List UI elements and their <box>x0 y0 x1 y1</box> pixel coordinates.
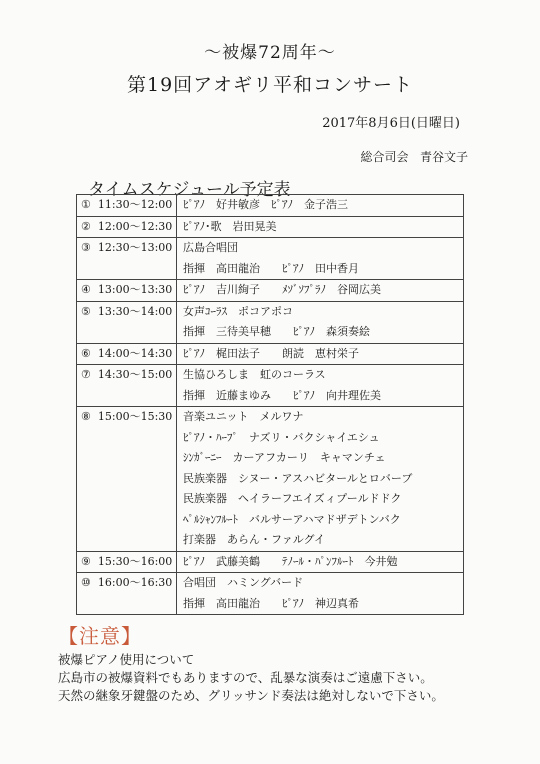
mc-name: 青谷文子 <box>419 150 468 164</box>
schedule-number: ⑦ <box>81 368 91 381</box>
schedule-row <box>77 195 464 217</box>
schedule-time: 16:00～16:30 <box>97 576 173 589</box>
schedule-row <box>77 573 464 615</box>
schedule-time-cell <box>77 551 177 573</box>
schedule-time-cell <box>77 280 177 302</box>
performer-line: 民族楽器 ヘイラーフエイズィプールドドク <box>183 492 402 505</box>
schedule-time-cell <box>77 238 177 280</box>
performer-line: ﾋﾟｱﾉ 武藤美鶴 ﾃﾉｰﾙ・ﾊﾟﾝﾌﾙｰﾄ 今井勉 <box>183 554 398 568</box>
schedule-time: 15:30～16:00 <box>97 554 173 568</box>
schedule-number: ④ <box>81 283 91 296</box>
performer-line: 合唱団 ハミングバード <box>183 576 304 589</box>
performer-line: 指揮 高田龍治 ﾋﾟｱﾉ 神辺真希 <box>183 596 359 610</box>
schedule-row <box>77 343 464 365</box>
schedule-performers-cell <box>177 407 464 552</box>
schedule-row <box>77 551 464 573</box>
performer-line: 女声ｺｰﾗｽ ポコアポコ <box>183 304 293 318</box>
performer-line: ﾋﾟｱﾉ 好井敏彦 ﾋﾟｱﾉ 金子浩三 <box>183 198 348 211</box>
performer-line: ﾋﾟｱﾉ･歌 岩田晃美 <box>183 219 277 233</box>
performer-line: 生協ひろしま 虹のコーラス <box>183 368 326 381</box>
performer-line: 指揮 近藤まゆみ ﾋﾟｱﾉ 向井理佐美 <box>183 388 381 402</box>
notice-line: 被爆ピアノ使用について <box>58 652 195 667</box>
performer-line: ﾋﾟｱﾉ 梶田法子 朗読 恵村栄子 <box>183 346 359 360</box>
notice-line: 天然の継象牙鍵盤のため、グリッサンド奏法は絶対しないで下さい。 <box>58 688 444 703</box>
event-date: 2017年8月6日(日曜日) <box>322 116 460 131</box>
schedule-performers-cell <box>177 195 464 217</box>
schedule-time: 13:00～13:30 <box>97 283 173 296</box>
schedule-time: 12:00～12:30 <box>97 219 173 233</box>
schedule-performers-cell <box>177 551 464 573</box>
schedule-time-cell <box>77 343 177 365</box>
performer-line: 音楽ユニット メルワナ <box>183 410 304 423</box>
notice-line: 広島市の被爆資料でもありますので、乱暴な演奏はご遠慮下さい。 <box>58 670 433 685</box>
performer-line: 広島合唱団 <box>183 241 238 254</box>
schedule-time: 11:30～12:00 <box>97 198 173 211</box>
schedule-row <box>77 238 464 280</box>
schedule-time: 14:30～15:00 <box>97 368 173 381</box>
schedule-performers-cell <box>177 573 464 615</box>
schedule-row <box>77 280 464 302</box>
schedule-performers-cell <box>177 238 464 280</box>
schedule-row <box>77 301 464 343</box>
schedule-row <box>77 407 464 552</box>
notice-title: 【注意】 <box>58 624 142 648</box>
schedule-performers-cell <box>177 280 464 302</box>
schedule-number: ⑨ <box>81 554 91 568</box>
event-subtitle: ～被爆72周年～ <box>204 43 336 63</box>
schedule-performers-cell <box>177 343 464 365</box>
schedule-time-cell <box>77 407 177 552</box>
schedule-time-cell <box>77 573 177 615</box>
schedule-number: ⑩ <box>81 576 91 589</box>
schedule-number: ⑤ <box>81 304 91 318</box>
performer-line: 指揮 高田龍治 ﾋﾟｱﾉ 田中香月 <box>183 261 359 275</box>
schedule-time: 15:00～15:30 <box>97 410 173 423</box>
schedule-time-cell <box>77 365 177 407</box>
schedule-row <box>77 365 464 407</box>
event-title: 第19回アオギリ平和コンサート <box>127 74 413 96</box>
performer-line: ﾋﾟｱﾉ 吉川絢子 ﾒｿﾞｿﾌﾟﾗﾉ 谷岡広美 <box>183 283 381 296</box>
schedule-time-cell <box>77 195 177 217</box>
schedule-number: ② <box>81 219 91 233</box>
schedule-time: 12:30～13:00 <box>97 241 173 254</box>
schedule-performers-cell <box>177 301 464 343</box>
schedule-performers-cell <box>177 216 464 238</box>
schedule-title: タイムスケジュール予定表 <box>88 180 291 200</box>
schedule-number: ③ <box>81 241 91 254</box>
schedule-time: 13:30～14:00 <box>97 304 173 318</box>
performer-line: 打楽器 あらん・ファルグイ <box>183 533 326 546</box>
schedule-row <box>77 216 464 238</box>
schedule-performers-cell <box>177 365 464 407</box>
schedule-number: ⑥ <box>81 346 91 360</box>
performer-line: ﾍﾟﾙｼｬﾝﾌﾙｰﾄ バルサーアハマドザデトンバク <box>183 512 401 526</box>
performer-line: ﾋﾟｱﾉ・ﾊｰﾌﾟ ナズリ・バクシャイエシュ <box>183 430 380 444</box>
master-of-ceremonies <box>361 148 468 165</box>
schedule-time-cell <box>77 216 177 238</box>
performer-line: 指揮 三待美早穂 ﾋﾟｱﾉ 森須奏絵 <box>183 325 370 338</box>
notice-body <box>58 651 444 705</box>
mc-label: 総合司会 <box>360 150 409 164</box>
schedule-number: ⑧ <box>81 410 91 423</box>
schedule-time-cell <box>77 301 177 343</box>
performer-line: ｼﾝｶﾞｰﾆｰ カーアフカーリ キャマンチェ <box>183 451 386 464</box>
performer-line: 民族楽器 シヌー・アスハビタールとロバーブ <box>183 471 413 485</box>
schedule-number: ① <box>81 198 91 211</box>
schedule-time: 14:00～14:30 <box>97 346 173 360</box>
schedule-table <box>76 194 464 615</box>
